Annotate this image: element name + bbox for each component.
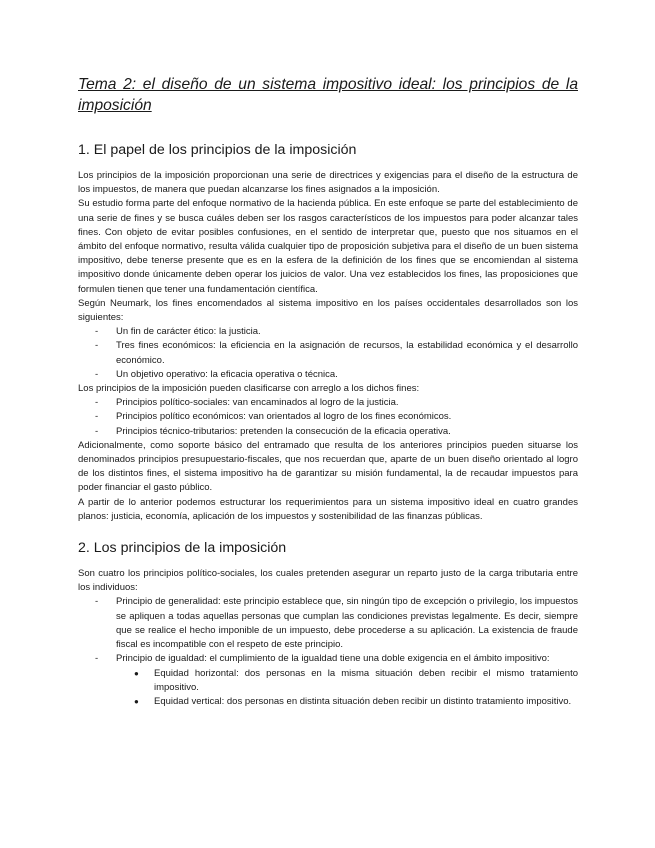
section-2-heading: 2. Los principios de la imposición — [78, 540, 287, 557]
bullet-item: ● Equidad vertical: dos personas en distinta situación deben recibir un distinto tratamiento impositivo. — [154, 695, 578, 709]
fines-list — [78, 325, 578, 382]
list-item: - Un fin de carácter ético: la justicia. — [116, 325, 578, 339]
paragraph: A partir de lo anterior podemos estructurar los requerimientos para un sistema impositivo ideal en cuatro grandes planos: justicia, economía, aplicación de los impuestos y sostenibilidad de las finanzas públicas. — [78, 496, 578, 522]
bullet-item: ● Equidad horizontal: dos personas en la misma situación deben recibir el mismo tratamiento impositivo. — [154, 667, 578, 695]
paragraph: Según Neumark, los fines encomendados al sistema impositivo en los países occidentales desarrollados son los siguientes: — [78, 297, 578, 324]
section-1-heading: 1. El papel de los principios de la imposición — [78, 142, 357, 158]
igualdad-list — [116, 667, 578, 710]
list-item-text: Principio de igualdad: el cumplimiento de la igualdad tiene una doble exigencia en el ámbito impositivo: — [116, 653, 550, 665]
list-item: - Tres fines económicos: la eficiencia en la asignación de recursos, la estabilidad económica y el desarrollo económico. — [116, 339, 578, 367]
list-item: - Un objetivo operativo: la eficacia operativa o técnica. — [116, 368, 578, 382]
list-item: - Principios técnico-tributarios: pretenden la consecución de la eficacia operativa. — [116, 425, 578, 439]
paragraph: Los principios de la imposición proporcionan una serie de directrices y exigencias para el diseño de la estructura de los impuestos, de manera que puedan alcanzarse los fines asignados a la imposición. — [78, 170, 578, 196]
list-item — [116, 652, 578, 709]
paragraph: Son cuatro los principios político-sociales, los cuales pretenden asegurar un reparto justo de la carga tributaria entre los individuos: — [78, 568, 578, 594]
document-page — [78, 74, 578, 709]
list-item: - Principios político-sociales: van encaminados al logro de la justicia. — [116, 396, 578, 410]
paragraph: Adicionalmente, como soporte básico del entramado que resulta de los anteriores principios pueden situarse los denominados principios presupuestario-fiscales, que nos recuerdan que, aparte de un buen diseño orientado al logro de los distintos fines, el sistema impositivo ha de garantizar su misión fundamental, la de recaudar impuestos para poder financiar el gasto público. — [78, 439, 578, 494]
principios-list — [78, 595, 578, 709]
list-item: - Principio de generalidad: este principio establece que, sin ningún tipo de excepción o privilegio, los impuestos se apliquen a todas aquellas personas que cumplan las condiciones previstas legalmente. Es decir, siempre que se realice el hecho imponible de un impuesto, debe procederse a su aplicación. La existencia de fraude fiscal es incompatible con el respeto de este principio. — [116, 595, 578, 652]
clasificacion-list — [78, 396, 578, 439]
document-title: Tema 2: el diseño de un sistema impositivo ideal: los principios de la imposición — [78, 76, 578, 114]
list-item: - Principios político económicos: van orientados al logro de los fines económicos. — [116, 410, 578, 424]
paragraph: Su estudio forma parte del enfoque normativo de la hacienda pública. En este enfoque se parte del establecimiento de una serie de fines y se busca cuáles deben ser los rasgos característicos de los impuestos para poder alcanzar tales fines. Con objeto de evitar posibles confusiones, en el sentido de interpretar que, puesto que nos situamos en el ámbito del enfoque normativo, resulta válida cualquier tipo de proposición subjetiva para el diseño de un buen sistema impositivo, debe tenerse presente que es en la esfera de la definición de los fines que se encomiendan al sistema impositivo donde únicamente deben operar los juicios de valor. Una vez establecidos los fines, las proposiciones que formulen tienen que tener una fundamentación científica. — [78, 198, 578, 295]
paragraph: Los principios de la imposición pueden clasificarse con arreglo a los dichos fines: — [78, 383, 420, 395]
